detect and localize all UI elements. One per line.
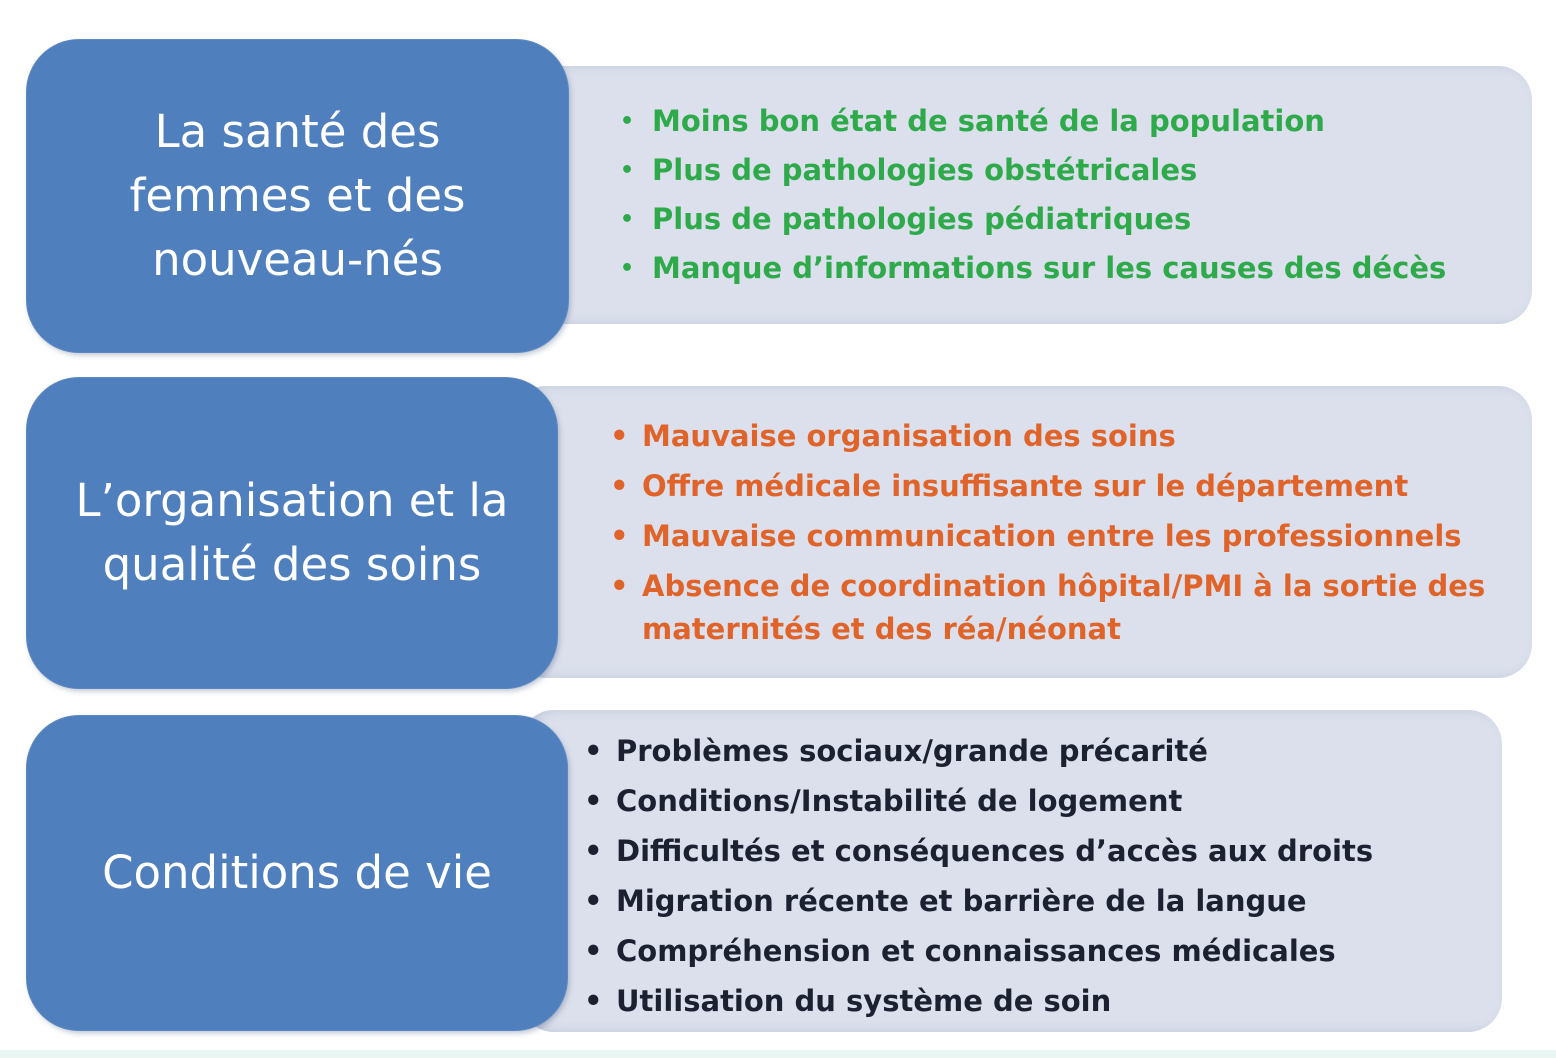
bottom-divider <box>0 1050 1556 1058</box>
bullet-icon: • <box>620 207 635 232</box>
bullet-icon: • <box>584 984 603 1018</box>
list-item: • Moins bon état de santé de la population <box>620 97 1520 146</box>
list-item: • Offre médicale insuffisante sur le département <box>610 461 1490 511</box>
list-item: • Compréhension et connaissances médicales <box>584 926 1484 976</box>
bullet-icon: • <box>584 834 603 868</box>
bullet-icon: • <box>584 884 603 918</box>
list-item: • Manque d’informations sur les causes des décès <box>620 244 1520 293</box>
list-item: • Conditions/Instabilité de logement <box>584 776 1484 826</box>
row-3-title: Conditions de vie <box>102 846 492 899</box>
row-1-item-list <box>620 97 1520 293</box>
list-item: • Plus de pathologies obstétricales <box>620 146 1520 195</box>
bullet-icon: • <box>610 569 629 603</box>
list-item: • Problèmes sociaux/grande précarité <box>584 726 1484 776</box>
bullet-icon: • <box>620 109 635 134</box>
row-3-category-box <box>27 716 567 1030</box>
list-item: • Difficultés et conséquences d’accès aux droits <box>584 826 1484 876</box>
bullet-icon: • <box>610 519 629 553</box>
bullet-icon: • <box>584 734 603 768</box>
list-item: • Mauvaise organisation des soins <box>610 411 1490 461</box>
bullet-icon: • <box>620 256 635 281</box>
list-item: • Utilisation du système de soin <box>584 976 1484 1026</box>
list-item: • Migration récente et barrière de la langue <box>584 876 1484 926</box>
bullet-icon: • <box>620 158 635 183</box>
list-item: • Mauvaise communication entre les professionnels <box>610 511 1490 561</box>
row-2-category-box <box>27 378 557 688</box>
list-item: • Plus de pathologies pédiatriques <box>620 195 1520 244</box>
bullet-icon: • <box>610 419 629 453</box>
bullet-icon: • <box>610 469 629 503</box>
row-2-item-list <box>610 411 1490 651</box>
row-1-title: La santé des femmes et des nouveau-nés <box>129 105 466 286</box>
row-3-item-list <box>584 726 1484 1026</box>
bullet-icon: • <box>584 934 603 968</box>
row-1-category-box <box>27 40 568 352</box>
row-2-title: L’organisation et la qualité des soins <box>75 474 509 591</box>
bullet-icon: • <box>584 784 603 818</box>
list-item: • Absence de coordination hôpital/PMI à la sortie des maternités et des réa/néonat <box>610 565 1490 651</box>
